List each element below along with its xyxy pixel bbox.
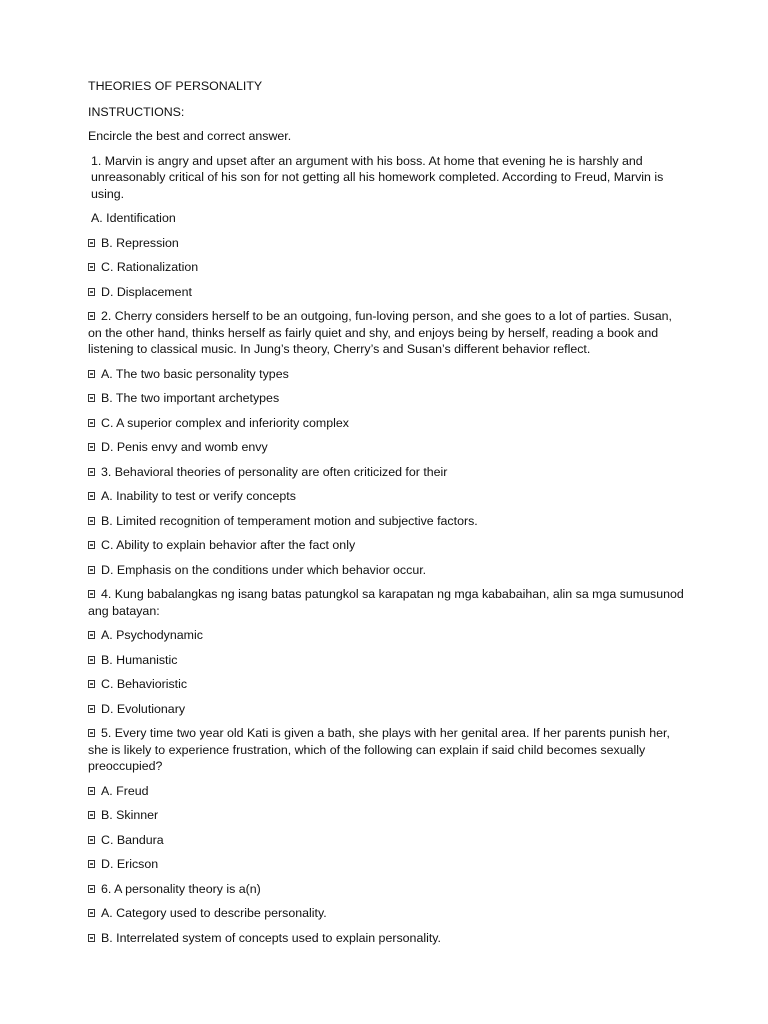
box-bullet-icon	[88, 419, 95, 427]
question-4-option-c	[88, 676, 688, 693]
box-bullet-icon	[88, 566, 95, 574]
question-4-option-b	[88, 652, 688, 669]
question-text: 2. Cherry considers herself to be an outgoing, fun-loving person, and she goes to a lot of parties. Susan, on the other hand, thinks herself as fairly quiet and shy, and enjoys being by herself, reading a book and listening to classical music. In Jung’s theory, Cherry’s and Susan’s different behavior reflect.	[88, 309, 673, 356]
box-bullet-icon	[88, 631, 95, 639]
option-label: D. Ericson	[101, 857, 159, 871]
question-5-option-b	[88, 807, 688, 824]
option-label: D. Penis envy and womb envy	[101, 440, 268, 454]
option-label: C. Rationalization	[101, 260, 199, 274]
box-bullet-icon	[88, 263, 95, 271]
box-bullet-icon	[88, 656, 95, 664]
question-4-stem	[88, 586, 688, 619]
box-bullet-icon	[88, 288, 95, 296]
document-page	[88, 78, 688, 954]
option-label: C. Behavioristic	[101, 677, 188, 691]
question-1-stem: 1. Marvin is angry and upset after an argument with his boss. At home that evening he is harshly and unreasonably critical of his son for not getting all his homework completed. According to Freud, Marvin is using.	[91, 153, 664, 201]
box-bullet-icon	[88, 370, 95, 378]
box-bullet-icon	[88, 492, 95, 500]
question-5-option-a	[88, 783, 688, 800]
box-bullet-icon	[88, 729, 95, 737]
instructions-text: Encircle the best and correct answer.	[88, 129, 292, 143]
option-label: B. Limited recognition of temperament motion and subjective factors.	[101, 513, 478, 528]
option-label: B. Repression	[101, 235, 179, 250]
question-2-option-a	[88, 366, 688, 383]
option-label: A. Psychodynamic	[101, 628, 203, 642]
box-bullet-icon	[88, 680, 95, 688]
box-bullet-icon	[88, 443, 95, 451]
option-label: D. Evolutionary	[101, 701, 186, 716]
question-6-stem	[88, 881, 688, 898]
question-4-option-a	[88, 627, 688, 644]
option-label: D. Emphasis on the conditions under which behavior occur.	[101, 562, 427, 577]
question-5-option-d	[88, 856, 688, 873]
box-bullet-icon	[88, 394, 95, 402]
option-label: B. Interrelated system of concepts used to explain personality.	[101, 930, 442, 945]
option-label: A. Inability to test or verify concepts	[101, 489, 296, 503]
question-1-option-b	[88, 235, 688, 252]
box-bullet-icon	[88, 468, 95, 476]
question-5-option-c	[88, 832, 688, 849]
question-3-stem	[88, 464, 688, 481]
question-3-option-b	[88, 513, 688, 530]
box-bullet-icon	[88, 787, 95, 795]
option-label: B. Humanistic	[101, 652, 178, 667]
option-label: A. Freud	[101, 783, 149, 798]
box-bullet-icon	[88, 541, 95, 549]
question-2-option-d	[88, 439, 688, 456]
box-bullet-icon	[88, 312, 95, 320]
box-bullet-icon	[88, 934, 95, 942]
question-1-option-c	[88, 259, 688, 276]
box-bullet-icon	[88, 517, 95, 525]
question-2-option-c	[88, 415, 688, 432]
box-bullet-icon	[88, 860, 95, 868]
question-text: 3. Behavioral theories of personality are often criticized for their	[101, 464, 448, 479]
question-6-option-b	[88, 930, 688, 947]
option-label: C. Bandura	[101, 832, 164, 847]
box-bullet-icon	[88, 836, 95, 844]
box-bullet-icon	[88, 705, 95, 713]
question-text: 6. A personality theory is a(n)	[101, 881, 261, 896]
question-2-option-b	[88, 390, 688, 407]
option-label: B. The two important archetypes	[101, 391, 280, 405]
question-1-option-a: A. Identification	[91, 211, 176, 225]
question-5-stem	[88, 725, 688, 775]
question-3-option-d	[88, 562, 688, 579]
document-title: THEORIES OF PERSONALITY	[88, 79, 263, 93]
option-label: B. Skinner	[101, 808, 159, 822]
question-2-stem	[88, 308, 688, 358]
question-6-option-a	[88, 905, 688, 922]
option-label: C. A superior complex and inferiority complex	[101, 415, 349, 430]
option-label: C. Ability to explain behavior after the fact only	[101, 538, 356, 552]
question-1-option-d	[88, 284, 688, 301]
box-bullet-icon	[88, 811, 95, 819]
box-bullet-icon	[88, 885, 95, 893]
box-bullet-icon	[88, 239, 95, 247]
question-text: 4. Kung babalangkas ng isang batas patungkol sa karapatan ng mga kababaihan, alin sa mga sumusunod ang batayan:	[88, 587, 684, 618]
option-label: A. Category used to describe personality.	[101, 906, 327, 920]
question-3-option-a	[88, 488, 688, 505]
option-label: D. Displacement	[101, 284, 192, 299]
question-text: 5. Every time two year old Kati is given a bath, she plays with her genital area. If her parents punish her, she is likely to experience frustration, which of the following can explain if said child becomes sexually preoccupied?	[88, 726, 670, 773]
box-bullet-icon	[88, 909, 95, 917]
question-4-option-d	[88, 701, 688, 718]
question-3-option-c	[88, 537, 688, 554]
box-bullet-icon	[88, 590, 95, 598]
option-label: A. The two basic personality types	[101, 366, 289, 381]
instructions-heading: INSTRUCTIONS:	[88, 104, 185, 119]
